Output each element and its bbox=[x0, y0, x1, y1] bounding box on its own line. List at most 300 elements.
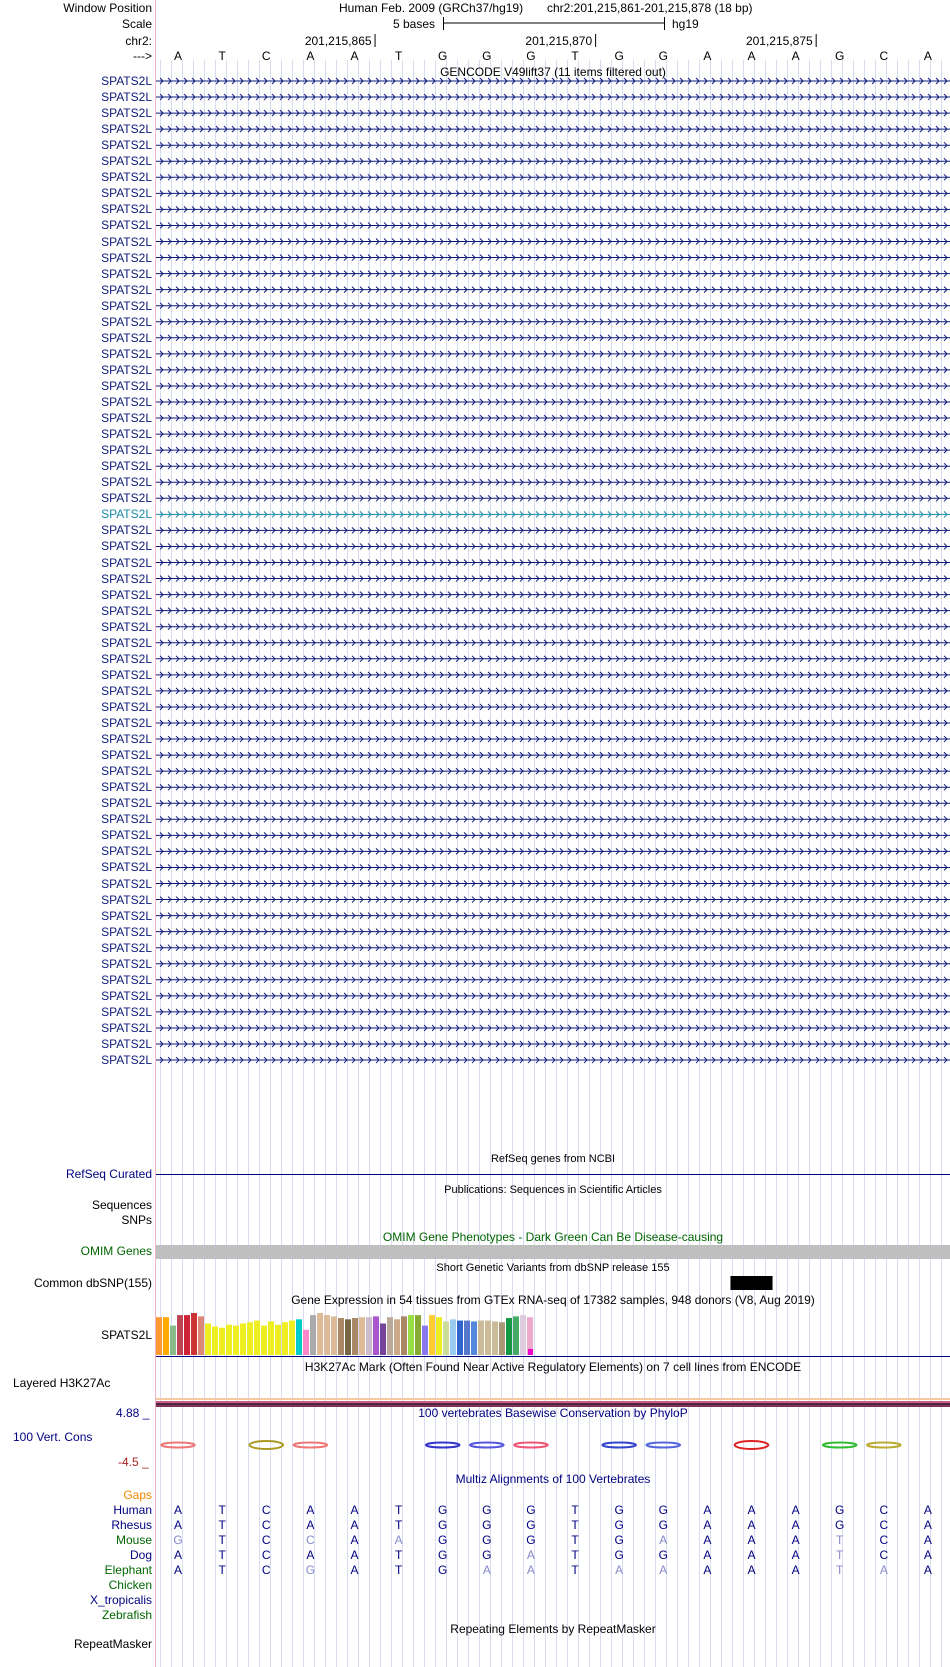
gencode-transcript[interactable] bbox=[156, 463, 950, 469]
multiz-species-label[interactable]: Dog bbox=[129, 1548, 152, 1562]
base-letter: T bbox=[394, 49, 403, 63]
gencode-transcript[interactable] bbox=[156, 206, 950, 212]
gencode-gene-label[interactable]: SPATS2L bbox=[101, 122, 152, 137]
chrom-label: chr2: bbox=[125, 34, 152, 48]
gencode-transcript[interactable] bbox=[156, 592, 950, 598]
gencode-transcript[interactable] bbox=[156, 222, 950, 228]
gencode-transcript[interactable] bbox=[156, 560, 950, 566]
phylop-logo bbox=[867, 1443, 901, 1448]
phylop-min: -4.5 _ bbox=[118, 1455, 149, 1469]
gencode-gene-label[interactable]: SPATS2L bbox=[101, 924, 152, 939]
multiz-base: T bbox=[836, 1548, 844, 1562]
multiz-base: A bbox=[350, 1548, 359, 1562]
gtex-bar[interactable] bbox=[163, 1317, 169, 1355]
multiz-base: G bbox=[835, 1518, 845, 1532]
h3k27ac-label[interactable]: Layered H3K27Ac bbox=[13, 1376, 111, 1390]
multiz-base: C bbox=[261, 1518, 271, 1532]
gtex-bar[interactable] bbox=[205, 1324, 211, 1356]
multiz-species-label[interactable]: Mouse bbox=[115, 1533, 152, 1547]
multiz-base: T bbox=[571, 1533, 579, 1547]
multiz-base: T bbox=[218, 1533, 226, 1547]
base-letter: A bbox=[174, 49, 183, 63]
multiz-base: C bbox=[261, 1548, 271, 1562]
gencode-transcript[interactable] bbox=[156, 1041, 950, 1047]
dbsnp-label[interactable]: Common dbSNP(155) bbox=[33, 1276, 152, 1290]
multiz-base: G bbox=[526, 1503, 536, 1517]
base-letter: A bbox=[350, 49, 359, 63]
gencode-gene-label[interactable]: SPATS2L bbox=[101, 828, 152, 843]
gencode-gene-label[interactable]: SPATS2L bbox=[101, 908, 152, 923]
multiz-base: A bbox=[879, 1563, 888, 1577]
gencode-transcript[interactable] bbox=[156, 977, 950, 983]
multiz-base: G bbox=[658, 1518, 668, 1532]
gencode-transcript[interactable] bbox=[156, 672, 950, 678]
multiz-species-label[interactable]: Human bbox=[113, 1503, 152, 1517]
gencode-gene-label[interactable]: SPATS2L bbox=[101, 314, 152, 329]
gtex-bar[interactable] bbox=[394, 1319, 400, 1355]
gencode-gene-label[interactable]: SPATS2L bbox=[101, 282, 152, 297]
multiz-base: A bbox=[526, 1548, 535, 1562]
gencode-gene-label[interactable]: SPATS2L bbox=[101, 266, 152, 281]
multiz-base: C bbox=[261, 1563, 271, 1577]
repeatmasker-label[interactable]: RepeatMasker bbox=[73, 1637, 152, 1651]
gencode-transcript[interactable] bbox=[156, 319, 950, 325]
gtex-bar[interactable] bbox=[226, 1325, 232, 1355]
multiz-title: Multiz Alignments of 100 Vertebrates bbox=[455, 1472, 651, 1486]
gencode-transcript[interactable] bbox=[156, 929, 950, 935]
gencode-gene-label[interactable]: SPATS2L bbox=[101, 1004, 152, 1019]
gtex-bar[interactable] bbox=[310, 1315, 316, 1355]
dbsnp-variant[interactable] bbox=[730, 1276, 772, 1290]
gtex-bar[interactable] bbox=[254, 1321, 260, 1355]
gtex-bar[interactable] bbox=[331, 1316, 337, 1355]
multiz-base: A bbox=[703, 1518, 712, 1532]
gencode-gene-label[interactable]: SPATS2L bbox=[101, 330, 152, 345]
gtex-bar[interactable] bbox=[170, 1326, 176, 1355]
gencode-gene-label[interactable]: SPATS2L bbox=[101, 619, 152, 634]
gencode-gene-label[interactable]: SPATS2L bbox=[101, 346, 152, 361]
h3k27ac-band[interactable] bbox=[156, 1403, 950, 1405]
multiz-base: A bbox=[174, 1503, 183, 1517]
multiz-base: G bbox=[482, 1518, 492, 1532]
base-letter: G bbox=[526, 49, 536, 63]
gencode-transcript[interactable] bbox=[156, 142, 950, 148]
phylop-logo bbox=[647, 1443, 681, 1448]
multiz-base: T bbox=[571, 1503, 579, 1517]
gtex-bar[interactable] bbox=[499, 1322, 505, 1355]
multiz-base: C bbox=[879, 1518, 889, 1532]
gencode-transcript[interactable] bbox=[156, 431, 950, 437]
gencode-transcript[interactable] bbox=[156, 351, 950, 357]
gencode-transcript[interactable] bbox=[156, 993, 950, 999]
gtex-bar[interactable] bbox=[177, 1315, 183, 1355]
multiz-base: A bbox=[174, 1563, 183, 1577]
base-letter: A bbox=[747, 49, 756, 63]
position-readout[interactable]: chr2:201,215,861-201,215,878 (18 bp) bbox=[547, 1, 753, 15]
multiz-base: A bbox=[659, 1533, 668, 1547]
omim-label[interactable]: OMIM Genes bbox=[80, 1244, 152, 1258]
gtex-bar[interactable] bbox=[275, 1325, 281, 1355]
scale-text: 5 bases bbox=[393, 17, 436, 31]
multiz-base: A bbox=[923, 1548, 932, 1562]
gencode-transcript[interactable] bbox=[156, 94, 950, 100]
gencode-gene-label[interactable]: SPATS2L bbox=[101, 427, 152, 442]
omim-bar[interactable] bbox=[156, 1245, 950, 1259]
phylop-logo bbox=[161, 1443, 195, 1448]
gencode-gene-label[interactable]: SPATS2L bbox=[101, 555, 152, 570]
gencode-transcript[interactable] bbox=[156, 945, 950, 951]
base-letter: C bbox=[879, 49, 889, 63]
gencode-title[interactable]: GENCODE V49lift37 (11 items filtered out) bbox=[440, 65, 666, 79]
gencode-gene-label[interactable]: SPATS2L bbox=[101, 796, 152, 811]
gencode-transcript[interactable] bbox=[156, 110, 950, 116]
multiz-base: C bbox=[879, 1503, 889, 1517]
h3k27ac-title: H3K27Ac Mark (Often Found Near Active Regulatory Elements) on 7 cell lines from ENCODE bbox=[304, 1360, 802, 1374]
gencode-transcript[interactable] bbox=[156, 495, 950, 501]
repeatmasker-title: Repeating Elements by RepeatMasker bbox=[450, 1622, 656, 1636]
multiz-base: A bbox=[703, 1503, 712, 1517]
gtex-bar[interactable] bbox=[212, 1326, 218, 1355]
multiz-base: A bbox=[747, 1548, 756, 1562]
gencode-gene-label[interactable]: SPATS2L bbox=[101, 683, 152, 698]
multiz-base: G bbox=[526, 1518, 536, 1532]
gencode-transcript[interactable] bbox=[156, 239, 950, 245]
refseq-title: RefSeq genes from NCBI bbox=[490, 1153, 616, 1165]
gencode-gene-label[interactable]: SPATS2L bbox=[101, 138, 152, 153]
publications-title: Publications: Sequences in Scientific Articles bbox=[444, 1184, 662, 1196]
gencode-gene-label[interactable]: SPATS2L bbox=[101, 170, 152, 185]
gencode-transcript[interactable] bbox=[156, 752, 950, 758]
gtex-bar[interactable] bbox=[324, 1315, 330, 1355]
gencode-transcript[interactable] bbox=[156, 447, 950, 453]
gencode-transcript[interactable] bbox=[156, 303, 950, 309]
gtex-bar[interactable] bbox=[345, 1319, 351, 1355]
gencode-gene-label[interactable]: SPATS2L bbox=[101, 860, 152, 875]
gtex-bar[interactable] bbox=[457, 1321, 463, 1355]
multiz-base: A bbox=[306, 1518, 315, 1532]
multiz-gaps-label: Gaps bbox=[123, 1488, 152, 1502]
gencode-gene-label[interactable]: SPATS2L bbox=[101, 587, 152, 602]
gtex-bar[interactable] bbox=[247, 1322, 253, 1355]
gtex-bar[interactable] bbox=[373, 1316, 379, 1355]
gtex-bar[interactable] bbox=[520, 1315, 526, 1355]
gencode-gene-label[interactable]: SPATS2L bbox=[101, 411, 152, 426]
gtex-bar[interactable] bbox=[352, 1318, 358, 1355]
gencode-transcript[interactable] bbox=[156, 1009, 950, 1015]
gtex-label[interactable]: SPATS2L bbox=[101, 1328, 152, 1342]
multiz-base: T bbox=[218, 1548, 226, 1562]
ruler-tick-label: 201,215,865 bbox=[304, 34, 372, 48]
gencode-gene-label[interactable]: SPATS2L bbox=[101, 250, 152, 265]
gencode-transcript[interactable] bbox=[156, 848, 950, 854]
gencode-transcript[interactable] bbox=[156, 864, 950, 870]
gencode-transcript[interactable] bbox=[156, 624, 950, 630]
base-letter: A bbox=[791, 49, 800, 63]
gtex-bar[interactable] bbox=[478, 1321, 484, 1355]
gencode-gene-label[interactable]: SPATS2L bbox=[101, 507, 152, 522]
gencode-gene-label[interactable]: SPATS2L bbox=[101, 298, 152, 313]
multiz-species-label[interactable]: Chicken bbox=[108, 1578, 152, 1592]
gencode-transcript[interactable] bbox=[156, 479, 950, 485]
multiz-species-label[interactable]: Rhesus bbox=[111, 1518, 152, 1532]
gencode-transcript[interactable] bbox=[156, 335, 950, 341]
gtex-bar[interactable] bbox=[191, 1313, 197, 1355]
gencode-gene-label[interactable]: SPATS2L bbox=[101, 940, 152, 955]
gtex-bar[interactable] bbox=[506, 1318, 512, 1355]
multiz-base: A bbox=[526, 1563, 535, 1577]
gencode-gene-label[interactable]: SPATS2L bbox=[101, 491, 152, 506]
gtex-bar[interactable] bbox=[422, 1326, 428, 1355]
base-letter: G bbox=[658, 49, 668, 63]
gencode-gene-label[interactable]: SPATS2L bbox=[101, 667, 152, 682]
gtex-bar[interactable] bbox=[156, 1317, 162, 1355]
gencode-transcript[interactable] bbox=[156, 800, 950, 806]
gtex-bar[interactable] bbox=[471, 1321, 477, 1355]
multiz-base: G bbox=[658, 1548, 668, 1562]
gencode-transcript[interactable] bbox=[156, 881, 950, 887]
gencode-transcript[interactable] bbox=[156, 190, 950, 196]
gencode-gene-label[interactable]: SPATS2L bbox=[101, 732, 152, 747]
gencode-gene-label[interactable]: SPATS2L bbox=[101, 764, 152, 779]
gencode-gene-label[interactable]: SPATS2L bbox=[101, 876, 152, 891]
h3k27ac-band[interactable] bbox=[156, 1398, 950, 1400]
gencode-transcript[interactable] bbox=[156, 174, 950, 180]
gencode-transcript[interactable] bbox=[156, 736, 950, 742]
refseq-label[interactable]: RefSeq Curated bbox=[65, 1167, 152, 1181]
base-letter: T bbox=[218, 49, 226, 63]
gencode-gene-label[interactable]: SPATS2L bbox=[101, 844, 152, 859]
gtex-bar[interactable] bbox=[289, 1321, 295, 1355]
multiz-base: A bbox=[174, 1518, 183, 1532]
gencode-transcript[interactable] bbox=[156, 816, 950, 822]
gencode-gene-label[interactable]: SPATS2L bbox=[101, 395, 152, 409]
multiz-species-label[interactable]: X_tropicalis bbox=[89, 1593, 152, 1607]
multiz-base: A bbox=[791, 1518, 800, 1532]
gencode-transcript[interactable] bbox=[156, 158, 950, 164]
gencode-gene-label[interactable]: SPATS2L bbox=[101, 378, 152, 393]
multiz-base: C bbox=[879, 1548, 889, 1562]
multiz-base: A bbox=[482, 1563, 491, 1577]
gencode-gene-label[interactable]: SPATS2L bbox=[101, 956, 152, 971]
gencode-gene-label[interactable]: SPATS2L bbox=[101, 988, 152, 1003]
multiz-base: A bbox=[923, 1563, 932, 1577]
gtex-bar[interactable] bbox=[401, 1316, 407, 1355]
gtex-bar[interactable] bbox=[464, 1321, 470, 1355]
gencode-transcript[interactable] bbox=[156, 511, 950, 517]
phylop-logo bbox=[426, 1443, 460, 1448]
multiz-base: A bbox=[659, 1563, 668, 1577]
gencode-gene-label[interactable]: SPATS2L bbox=[101, 748, 152, 763]
gencode-gene-label[interactable]: SPATS2L bbox=[101, 1020, 152, 1035]
publications-label-sequences[interactable]: Sequences bbox=[91, 1198, 152, 1212]
gtex-bar[interactable] bbox=[261, 1326, 267, 1355]
gencode-transcript[interactable] bbox=[156, 897, 950, 903]
gencode-gene-label[interactable]: SPATS2L bbox=[101, 812, 152, 827]
gtex-bar[interactable] bbox=[415, 1315, 421, 1355]
gtex-bar[interactable] bbox=[198, 1316, 204, 1355]
gencode-gene-label[interactable]: SPATS2L bbox=[101, 218, 152, 233]
multiz-base: T bbox=[836, 1533, 844, 1547]
multiz-species-label[interactable]: Elephant bbox=[104, 1563, 152, 1577]
gtex-bar[interactable] bbox=[184, 1315, 190, 1355]
gencode-transcript[interactable] bbox=[156, 543, 950, 549]
gtex-bar[interactable] bbox=[296, 1319, 302, 1355]
gtex-bar[interactable] bbox=[366, 1317, 372, 1355]
gencode-gene-label[interactable]: SPATS2L bbox=[101, 475, 152, 490]
gencode-gene-label[interactable]: SPATS2L bbox=[101, 1053, 152, 1068]
multiz-base: A bbox=[923, 1518, 932, 1532]
gencode-transcript[interactable] bbox=[156, 527, 950, 533]
gencode-gene-label[interactable]: SPATS2L bbox=[101, 892, 152, 907]
multiz-base: G bbox=[173, 1533, 183, 1547]
gencode-gene-label[interactable]: SPATS2L bbox=[101, 186, 152, 201]
gencode-gene-label[interactable]: SPATS2L bbox=[101, 234, 152, 249]
multiz-base: T bbox=[394, 1563, 403, 1577]
gencode-transcript[interactable] bbox=[156, 1025, 950, 1031]
phylop-logo bbox=[602, 1443, 636, 1448]
gencode-transcript[interactable] bbox=[156, 913, 950, 919]
gtex-bar[interactable] bbox=[380, 1324, 386, 1356]
multiz-base: C bbox=[261, 1503, 271, 1517]
gtex-bar[interactable] bbox=[443, 1321, 449, 1355]
base-letter: A bbox=[306, 49, 315, 63]
multiz-base: A bbox=[306, 1503, 315, 1517]
multiz-base: A bbox=[703, 1563, 712, 1577]
gencode-transcript[interactable] bbox=[156, 126, 950, 132]
base-letter: T bbox=[571, 49, 579, 63]
multiz-base: A bbox=[350, 1503, 359, 1517]
gencode-transcript[interactable] bbox=[156, 832, 950, 838]
multiz-base: G bbox=[614, 1533, 624, 1547]
dbsnp-title: Short Genetic Variants from dbSNP release 155 bbox=[436, 1262, 670, 1274]
gencode-gene-label[interactable]: SPATS2L bbox=[101, 90, 152, 105]
gencode-gene-label[interactable]: SPATS2L bbox=[101, 699, 152, 714]
multiz-base: A bbox=[747, 1533, 756, 1547]
gtex-bar[interactable] bbox=[282, 1322, 288, 1355]
phylop-logo bbox=[735, 1441, 769, 1449]
gtex-bar[interactable] bbox=[436, 1317, 442, 1355]
gtex-bar[interactable] bbox=[233, 1326, 239, 1355]
gencode-gene-label[interactable]: SPATS2L bbox=[101, 571, 152, 586]
gencode-gene-label[interactable]: SPATS2L bbox=[101, 106, 152, 121]
gtex-bar[interactable] bbox=[268, 1321, 274, 1355]
multiz-base: G bbox=[438, 1518, 448, 1532]
base-letter: A bbox=[923, 49, 932, 63]
multiz-base: G bbox=[438, 1563, 448, 1577]
gtex-bar[interactable] bbox=[303, 1330, 309, 1355]
gtex-bar[interactable] bbox=[450, 1319, 456, 1355]
multiz-base: A bbox=[747, 1563, 756, 1577]
multiz-species-label[interactable]: Zebrafish bbox=[101, 1608, 152, 1622]
gtex-bar[interactable] bbox=[387, 1317, 393, 1355]
gtex-bar[interactable] bbox=[408, 1315, 414, 1355]
multiz-base: T bbox=[571, 1563, 579, 1577]
multiz-base: G bbox=[614, 1518, 624, 1532]
gencode-gene-label[interactable]: SPATS2L bbox=[101, 716, 152, 730]
multiz-base: C bbox=[261, 1533, 271, 1547]
gencode-gene-label[interactable]: SPATS2L bbox=[101, 635, 152, 650]
multiz-base: G bbox=[658, 1503, 668, 1517]
publications-label-snps[interactable]: SNPs bbox=[121, 1213, 152, 1227]
multiz-base: A bbox=[615, 1563, 624, 1577]
multiz-base: T bbox=[394, 1503, 403, 1517]
gtex-bar[interactable] bbox=[338, 1318, 344, 1355]
db-name: hg19 bbox=[672, 17, 699, 31]
gencode-transcript[interactable] bbox=[156, 576, 950, 582]
h3k27ac-band[interactable] bbox=[156, 1401, 950, 1403]
gtex-bar[interactable] bbox=[429, 1315, 435, 1355]
base-letter: G bbox=[835, 49, 845, 63]
gencode-transcript[interactable] bbox=[156, 656, 950, 662]
gencode-gene-label[interactable]: SPATS2L bbox=[101, 1037, 152, 1051]
gencode-transcript[interactable] bbox=[156, 640, 950, 646]
gtex-bar[interactable] bbox=[513, 1316, 519, 1355]
phylop-label[interactable]: 100 Vert. Cons bbox=[13, 1430, 93, 1444]
multiz-base: G bbox=[526, 1533, 536, 1547]
gencode-gene-label[interactable]: SPATS2L bbox=[101, 459, 152, 474]
gtex-bar[interactable] bbox=[359, 1317, 365, 1355]
gtex-bar[interactable] bbox=[485, 1321, 491, 1355]
gencode-transcript[interactable] bbox=[156, 383, 950, 389]
multiz-base: G bbox=[438, 1548, 448, 1562]
gencode-transcript[interactable] bbox=[156, 415, 950, 421]
multiz-base: T bbox=[218, 1518, 226, 1532]
gtex-bar[interactable] bbox=[219, 1328, 225, 1355]
gencode-transcript[interactable] bbox=[156, 367, 950, 373]
gencode-gene-label[interactable]: SPATS2L bbox=[101, 539, 152, 554]
gencode-gene-label[interactable]: SPATS2L bbox=[101, 443, 152, 458]
multiz-base: G bbox=[614, 1503, 624, 1517]
gencode-gene-label[interactable]: SPATS2L bbox=[101, 523, 152, 538]
gtex-bar[interactable] bbox=[492, 1321, 498, 1355]
ruler-tick-label: 201,215,875 bbox=[745, 34, 813, 48]
gencode-transcript[interactable] bbox=[156, 720, 950, 726]
gencode-transcript[interactable] bbox=[156, 1057, 950, 1063]
gencode-gene-label[interactable]: SPATS2L bbox=[101, 154, 152, 169]
gencode-transcript[interactable] bbox=[156, 784, 950, 790]
gtex-bar[interactable] bbox=[528, 1349, 533, 1355]
multiz-base: A bbox=[791, 1548, 800, 1562]
gencode-transcript[interactable] bbox=[156, 608, 950, 614]
gencode-gene-label[interactable]: SPATS2L bbox=[101, 74, 152, 88]
gtex-bar[interactable] bbox=[240, 1324, 246, 1356]
gencode-transcript[interactable] bbox=[156, 399, 950, 405]
multiz-base: A bbox=[747, 1518, 756, 1532]
gencode-transcript[interactable] bbox=[156, 271, 950, 277]
gencode-gene-label[interactable]: SPATS2L bbox=[101, 603, 152, 618]
multiz-base: T bbox=[571, 1548, 579, 1562]
multiz-base: A bbox=[350, 1563, 359, 1577]
gencode-transcript[interactable] bbox=[156, 255, 950, 261]
omim-title: OMIM Gene Phenotypes - Dark Green Can Be Disease-causing bbox=[382, 1230, 724, 1244]
multiz-base: A bbox=[791, 1563, 800, 1577]
gtex-bar[interactable] bbox=[317, 1313, 323, 1355]
gencode-transcript[interactable] bbox=[156, 961, 950, 967]
gencode-transcript[interactable] bbox=[156, 704, 950, 710]
phylop-logo bbox=[250, 1441, 284, 1449]
gencode-gene-label[interactable]: SPATS2L bbox=[101, 780, 152, 795]
multiz-base: T bbox=[836, 1563, 844, 1577]
gencode-transcript[interactable] bbox=[156, 768, 950, 774]
gencode-gene-label[interactable]: SPATS2L bbox=[101, 202, 152, 217]
gencode-transcript[interactable] bbox=[156, 287, 950, 293]
gencode-gene-label[interactable]: SPATS2L bbox=[101, 972, 152, 987]
gencode-gene-label[interactable]: SPATS2L bbox=[101, 362, 152, 377]
gencode-transcript[interactable] bbox=[156, 688, 950, 694]
gencode-gene-label[interactable]: SPATS2L bbox=[101, 651, 152, 666]
multiz-base: A bbox=[747, 1503, 756, 1517]
phylop-logo bbox=[823, 1443, 857, 1448]
